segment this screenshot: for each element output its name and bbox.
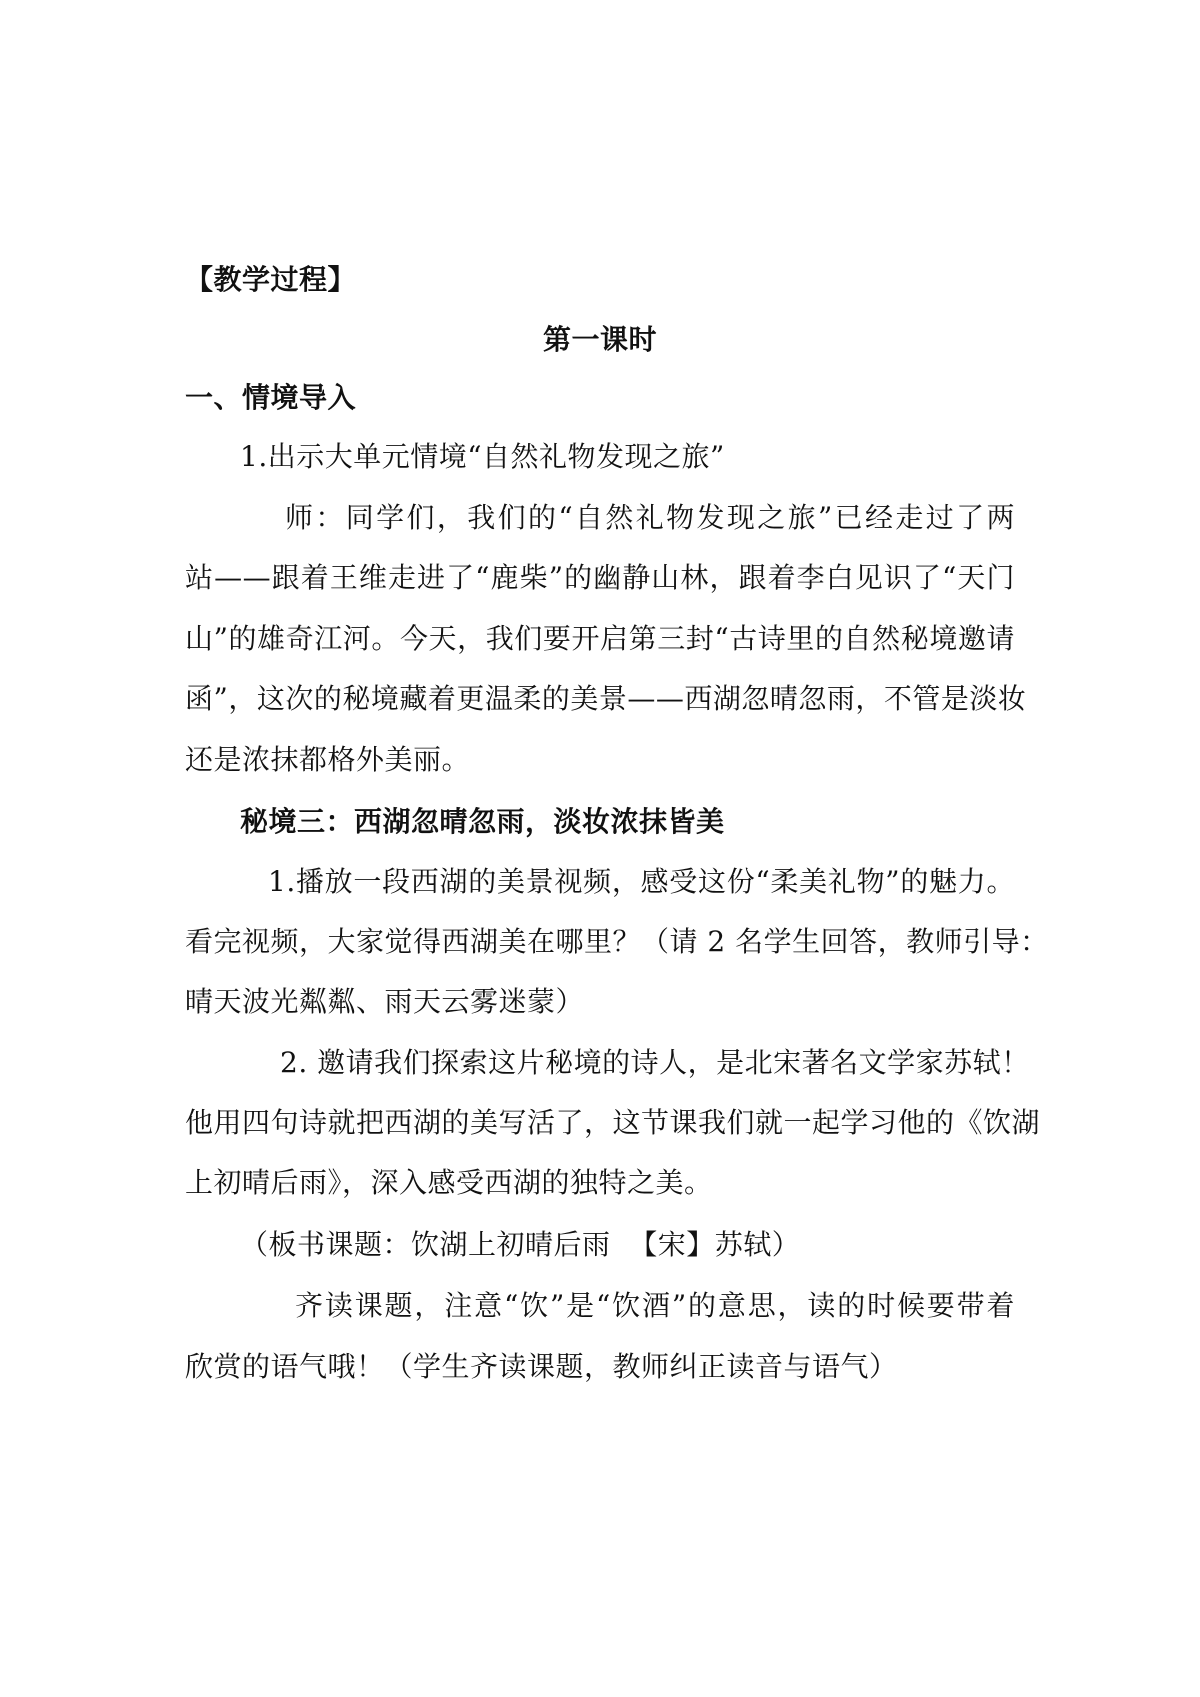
lesson-title: 第一课时: [542, 323, 657, 356]
teacher-para-line-3: 山”的雄奇江河。今天，我们要开启第三封“古诗里的自然秘境邀请: [185, 622, 1015, 655]
teacher-para-line-1: 师：同学们，我们的“自然礼物发现之旅”已经走过了两: [285, 501, 1015, 534]
board-note: （板书课题：饮湖上初晴后雨 【宋】苏轼）: [240, 1228, 801, 1261]
step1-line-1: 1.播放一段西湖的美景视频，感受这份“柔美礼物”的魅力。: [268, 865, 1015, 898]
teacher-para-line-4: 函”，这次的秘境藏着更温柔的美景——西湖忽晴忽雨，不管是淡妆: [185, 682, 1027, 715]
step2-line-3: 上初晴后雨》，深入感受西湖的独特之美。: [185, 1166, 713, 1199]
read-line-2: 欣赏的语气哦！（学生齐读课题，教师纠正读音与语气）: [185, 1350, 898, 1383]
step1-line-2: 看完视频，大家觉得西湖美在哪里？（请 2 名学生回答，教师引导：: [185, 925, 1049, 958]
read-line-1: 齐读课题，注意“饮”是“饮酒”的意思，读的时候要带着: [295, 1289, 1015, 1322]
step2-line-1: 2. 邀请我们探索这片秘境的诗人，是北宋著名文学家苏轼！: [280, 1046, 1030, 1079]
part-heading: 一、情境导入: [185, 381, 357, 414]
step1-line-3: 晴天波光粼粼、雨天云雾迷蒙）: [185, 985, 585, 1018]
secret-heading: 秘境三：西湖忽晴忽雨，淡妆浓抹皆美: [240, 805, 725, 838]
item1-title: 1.出示大单元情境“自然礼物发现之旅”: [240, 440, 725, 473]
teacher-para-line-5: 还是浓抹都格外美丽。: [185, 743, 471, 776]
step2-line-2: 他用四句诗就把西湖的美写活了，这节课我们就一起学习他的《饮湖: [185, 1106, 1041, 1139]
teacher-para-line-2: 站——跟着王维走进了“鹿柴”的幽静山林，跟着李白见识了“天门: [185, 561, 1015, 594]
section-header: 【教学过程】: [185, 263, 357, 296]
